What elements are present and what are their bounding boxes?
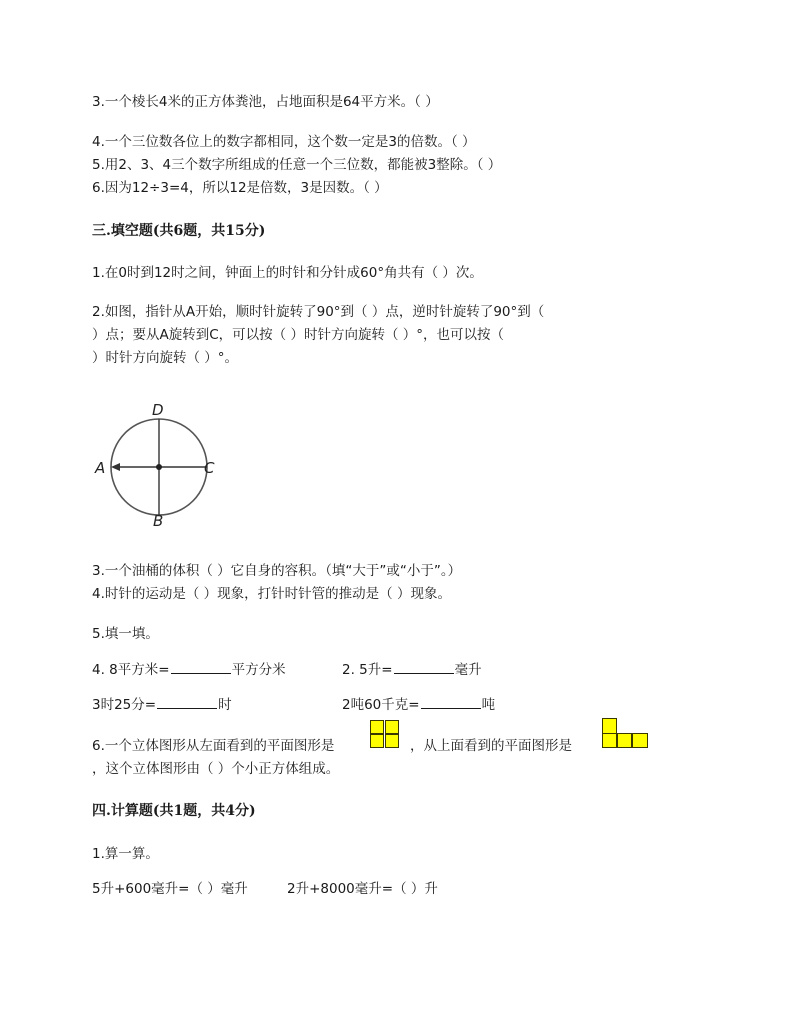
- left-view-square: [385, 734, 399, 748]
- conversion-1-unit: 平方分米: [231, 662, 286, 678]
- answer-blank-4[interactable]: [421, 695, 481, 709]
- calculation-item-1: 5升+600毫升=（ ）毫升: [92, 881, 248, 897]
- question-s4-1-title: 1.算一算。: [92, 846, 159, 862]
- question-s3-4: 4.时针的运动是（ ）现象，打针时针管的推动是（ ）现象。: [92, 586, 451, 602]
- top-view-square: [602, 718, 617, 734]
- answer-blank-3[interactable]: [157, 695, 217, 709]
- answer-blank-1[interactable]: [171, 660, 231, 674]
- section-heading-fill-in: 三.填空题(共6题，共15分): [92, 223, 266, 239]
- conversion-item-4: [342, 695, 495, 714]
- top-view-square: [632, 733, 648, 748]
- question-s2-5: 5.用2、3、4三个数字所组成的任意一个三位数，都能被3整除。（ ）: [92, 157, 502, 173]
- top-view-shape: [602, 718, 650, 750]
- question-s3-6-line2: ，这个立体图形由（ ）个小正方体组成。: [92, 761, 340, 777]
- conversion-item-2: [342, 660, 482, 679]
- conversion-4-left: 2吨60千克=: [342, 697, 420, 713]
- section-heading-calculation: 四.计算题(共1题，共4分): [92, 803, 256, 819]
- left-view-square: [385, 720, 399, 734]
- left-view-square: [370, 720, 384, 734]
- label-b: B: [153, 512, 164, 528]
- conversion-item-3: [92, 695, 232, 714]
- conversion-item-1: [92, 660, 286, 679]
- conversion-2-left: 2. 5升=: [342, 662, 393, 678]
- label-a: A: [95, 459, 106, 477]
- left-view-shape: [370, 720, 404, 748]
- question-s2-6: 6.因为12÷3=4，所以12是倍数，3是因数。（ ）: [92, 180, 388, 196]
- calculation-item-2: 2升+8000毫升=（ ）升: [287, 881, 438, 897]
- question-s3-2-line2: ）点；要从A旋转到C，可以按（ ）时针方向旋转（ ）°，也可以按（: [92, 327, 504, 343]
- question-s2-3: 3.一个棱长4米的正方体粪池，占地面积是64平方米。（ ）: [92, 94, 439, 110]
- pointer-arrowhead: [111, 463, 120, 471]
- label-c: C: [204, 459, 215, 477]
- center-dot: [156, 464, 162, 470]
- conversion-1-left: 4. 8平方米=: [92, 662, 170, 678]
- label-d: D: [152, 401, 164, 419]
- question-s2-4: 4.一个三位数各位上的数字都相同，这个数一定是3的倍数。（ ）: [92, 134, 476, 150]
- question-s3-1: 1.在0时到12时之间，钟面上的时针和分针成60°角共有（ ）次。: [92, 265, 483, 281]
- rotation-diagram: [92, 398, 232, 528]
- left-view-square: [370, 734, 384, 748]
- question-s3-5-title: 5.填一填。: [92, 626, 159, 642]
- question-s3-6-part1: 6.一个立体图形从左面看到的平面图形是: [92, 738, 335, 754]
- conversion-3-left: 3时25分=: [92, 697, 157, 713]
- top-view-square: [602, 733, 617, 748]
- conversion-4-unit: 吨: [481, 697, 496, 713]
- question-s3-3: 3.一个油桶的体积（ ）它自身的容积。（填“大于”或“小于”。）: [92, 563, 462, 579]
- question-s3-2-line3: ）时针方向旋转（ ）°。: [92, 350, 239, 366]
- conversion-3-unit: 时: [218, 697, 232, 713]
- answer-blank-2[interactable]: [394, 660, 454, 674]
- question-s3-2-line1: 2.如图，指针从A开始，顺时针旋转了90°到（ ）点，逆时针旋转了90°到（: [92, 304, 545, 320]
- conversion-2-unit: 毫升: [454, 662, 482, 678]
- question-s3-6-part2: ，从上面看到的平面图形是: [410, 738, 572, 754]
- top-view-square: [617, 733, 632, 748]
